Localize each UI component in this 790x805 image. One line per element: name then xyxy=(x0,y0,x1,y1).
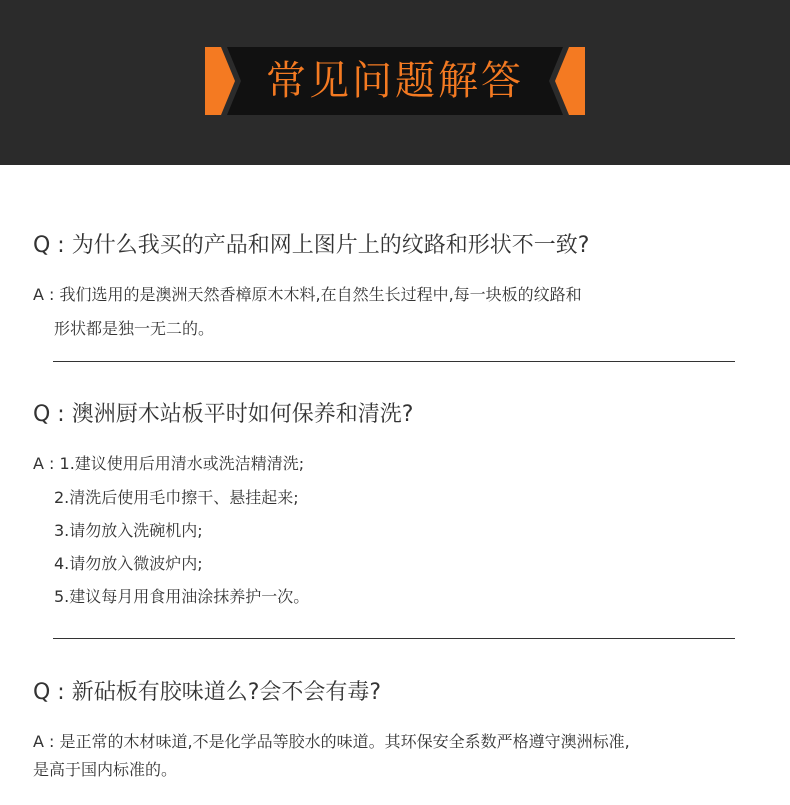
faq-question-2: Q : 澳洲厨木站板平时如何保养和清洗? xyxy=(33,402,414,427)
faq-answer-1-line-1: A : 我们选用的是澳洲天然香樟原木木料,在自然生长过程中,每一块板的纹路和 xyxy=(33,285,582,304)
divider-2 xyxy=(53,638,735,639)
faq-answer-2-line-4: 4.请勿放入微波炉内; xyxy=(54,554,203,573)
faq-answer-2-line-2: 2.清洗后使用毛巾擦干、悬挂起来; xyxy=(54,488,299,507)
faq-answer-3-line-2: 是高于国内标准的。 xyxy=(33,760,178,779)
faq-answer-3-line-1: A : 是正常的木材味道,不是化学品等胶水的味道。其环保安全系数严格遵守澳洲标准, xyxy=(33,732,630,751)
page-title: 常见问题解答 xyxy=(266,58,524,104)
faq-question-3: Q : 新砧板有胶味道么?会不会有毒? xyxy=(33,680,382,705)
faq-answer-2-line-3: 3.请勿放入洗碗机内; xyxy=(54,521,203,540)
faq-answer-2-line-1: A : 1.建议使用后用清水或洗洁精清洗; xyxy=(33,454,305,473)
faq-question-1: Q : 为什么我买的产品和网上图片上的纹路和形状不一致? xyxy=(33,233,590,258)
divider-1 xyxy=(53,361,735,362)
title-banner xyxy=(205,47,585,115)
faq-answer-1-line-2: 形状都是独一无二的。 xyxy=(54,319,215,338)
header-banner-area xyxy=(0,0,790,165)
faq-answer-2-line-5: 5.建议每月用食用油涂抹养护一次。 xyxy=(54,587,310,606)
